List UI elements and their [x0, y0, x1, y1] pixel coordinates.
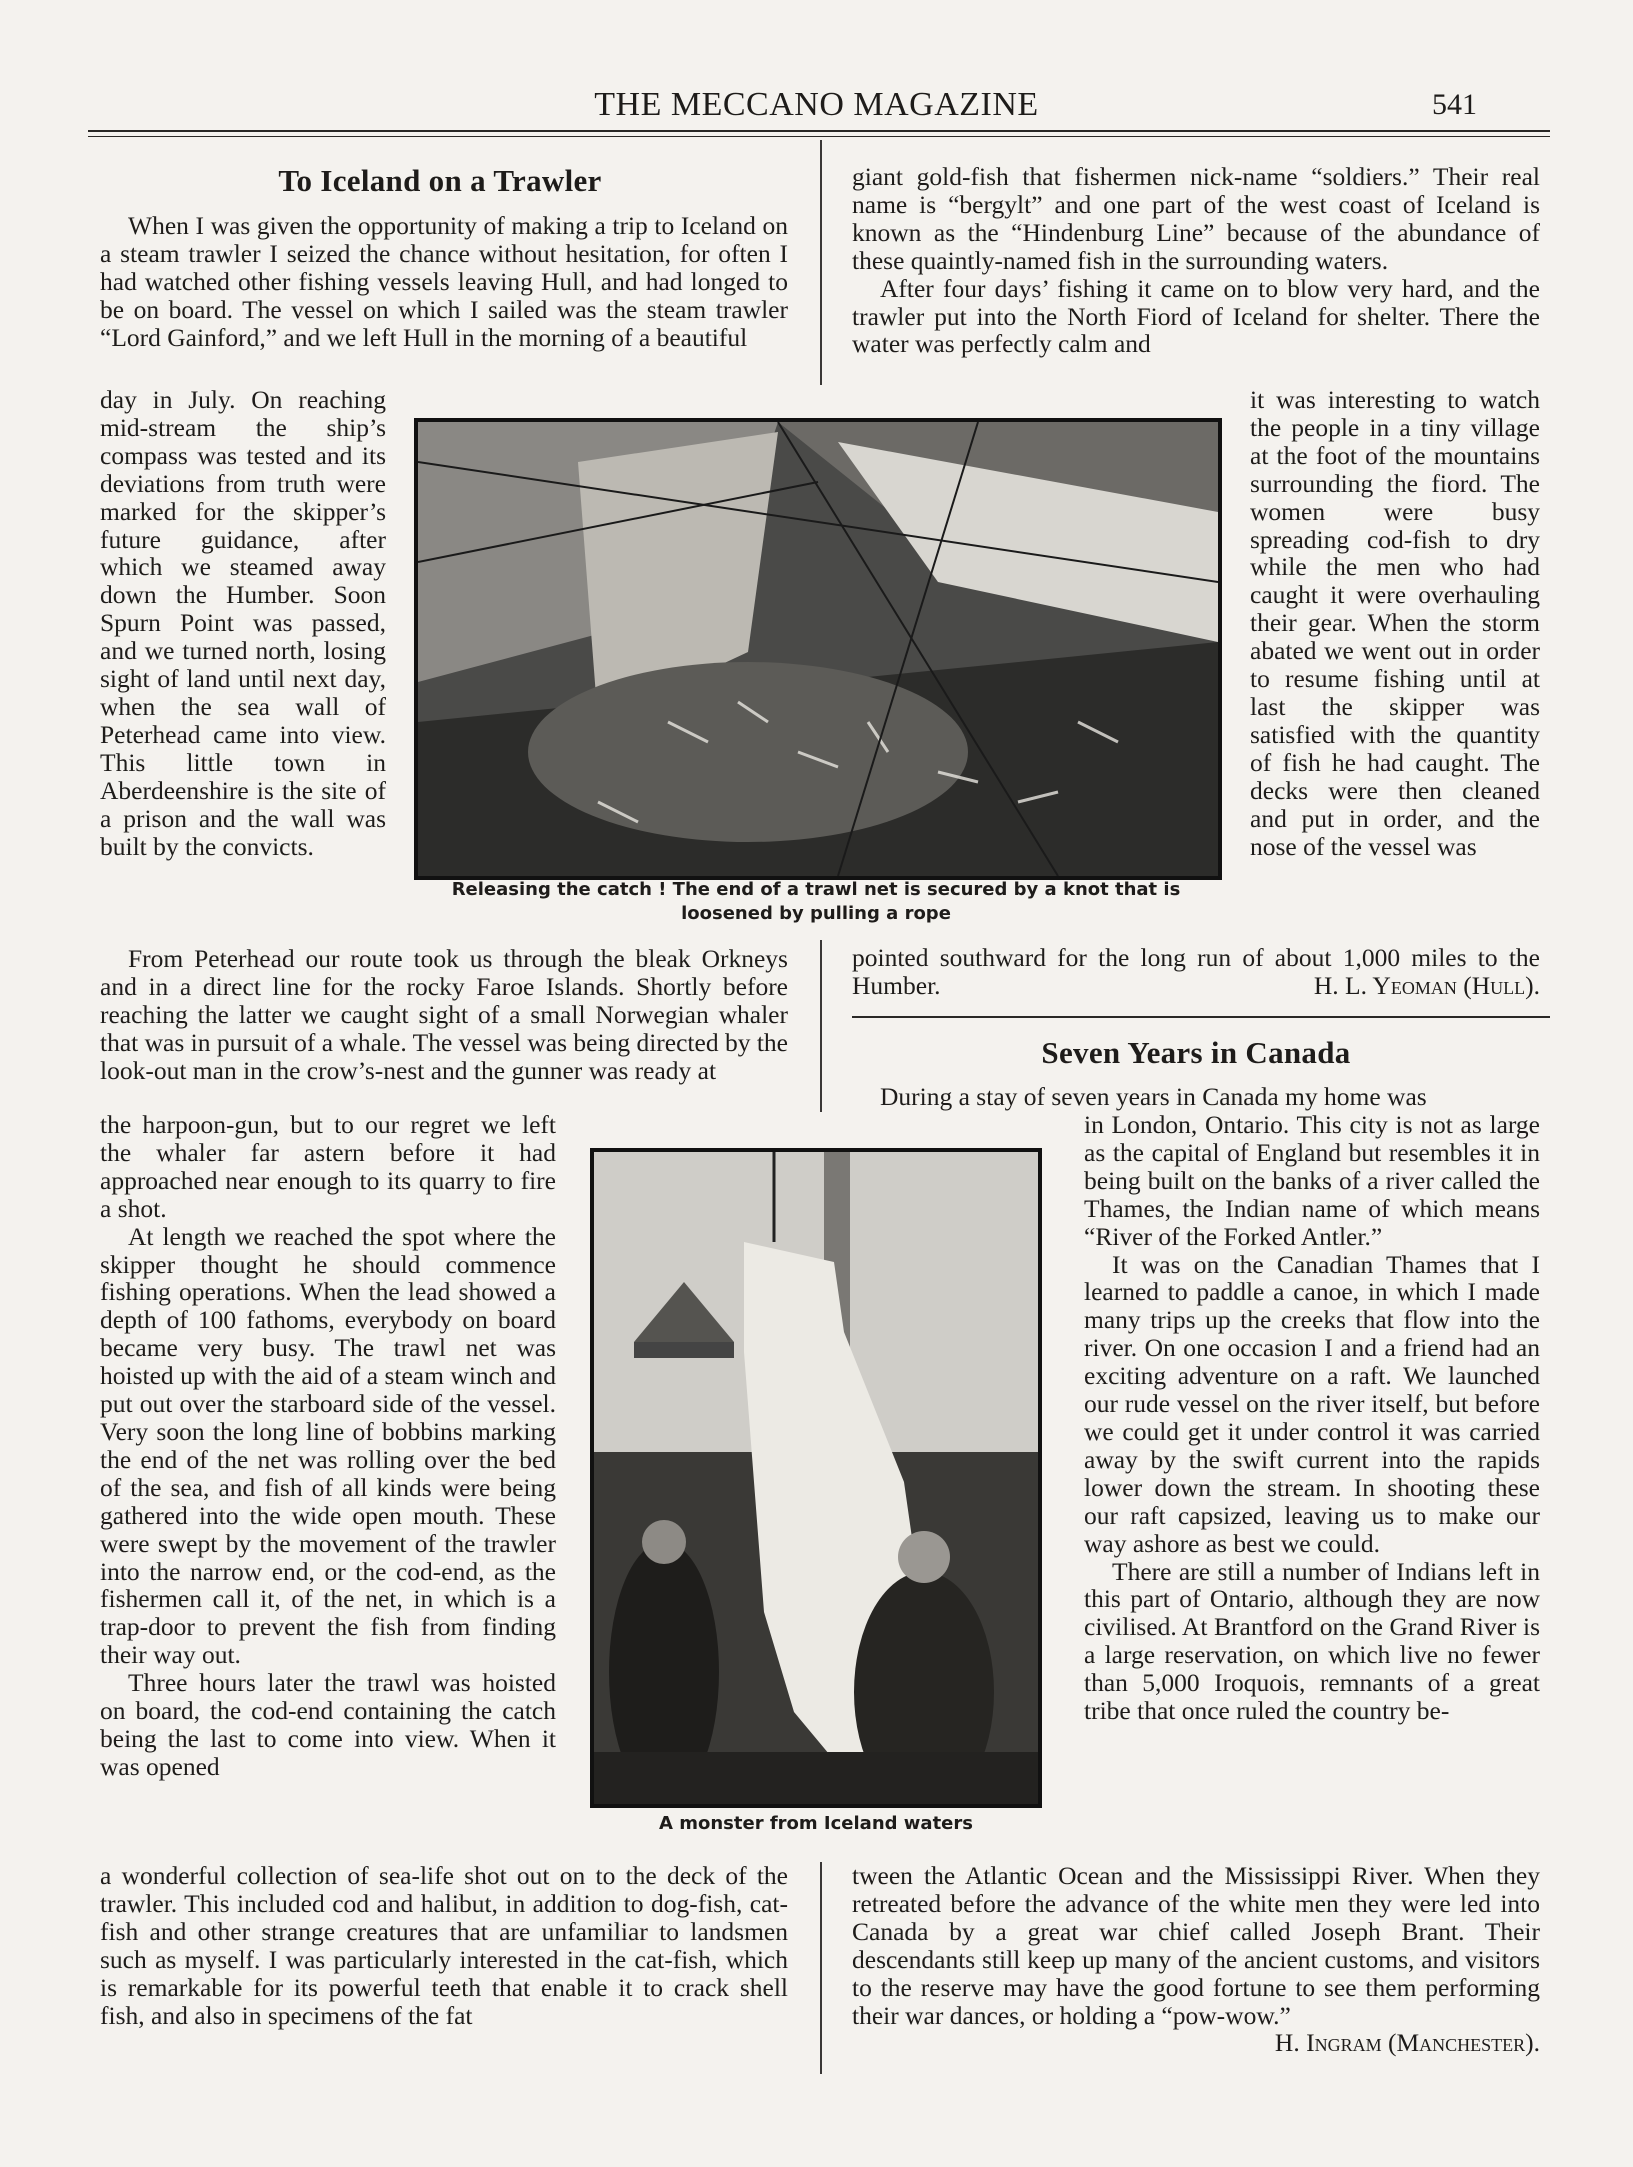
article-title: Seven Years in Canada [1041, 1035, 1351, 1070]
article-paragraph: a wonderful collection of sea-life shot out on to the deck of the trawler. This included cod and halibut, in addition to dog-fish, cat-fish and other strange creatures that are unfamiliar to landsmen such as myself. I was particularly interested in the cat-fish, which is remarkable for its powerful teeth that enable it to crack shell fish, and also in specimens of the fat [100, 1861, 788, 2030]
article-author: H. L. Yeoman (Hull). [1313, 971, 1540, 1000]
trawl-net-image [418, 422, 1218, 876]
column-divider [820, 1862, 822, 2074]
halibut-photo [590, 1148, 1042, 1808]
article-paragraph: During a stay of seven years in Canada my home was [880, 1082, 1427, 1111]
column-divider [820, 140, 822, 385]
page-number: 541 [1432, 88, 1477, 121]
article-paragraph: pointed southward for the long run of about 1,000 miles to the Humber. [852, 943, 1540, 1000]
magazine-title: THE MECCANO MAGAZINE [594, 86, 1039, 123]
column-divider [820, 940, 822, 1112]
article-separator [852, 1016, 1550, 1018]
article-paragraph: From Peterhead our route took us through the bleak Orkneys and in a direct line for the rocky Faroe Islands. Shortly before reaching the latter we caught sight of a small Norwegian whaler that was in pursuit of a whale. The vessel was being directed by the look-out man in the crow’s-nest and the gunner was ready at [100, 944, 788, 1085]
trawl-net-photo [414, 418, 1222, 880]
article-paragraph: the harpoon-gun, but to our regret we left the whaler far astern before it had approached near enough to its quarry to fire a shot. At length we reached the spot where the skipper thought he should commence fishing operations. When the lead showed a depth of 100 fathoms, everybody on board became very busy. The trawl net was hoisted up with the aid of a steam winch and put out over the starboard side of the vessel. Very soon the long line of bobbins marking the end of the net was rolling over the bed of the sea, and fish of all kinds were being gathered into the wide open mouth. These were swept by the movement of the trawler into the narrow end, or the cod-end, as the fishermen call it, of the net, in which is a trap-door to prevent the fish from finding their way out. Three hours later the trawl was hoisted on board, the cod-end containing the catch being the last to come into view. When it was opened [100, 1110, 556, 1781]
header-rule-bottom [88, 136, 1550, 137]
halibut-image [594, 1152, 1038, 1804]
article-paragraph: When I was given the opportunity of making a trip to Iceland on a steam trawler I seized the chance without hesitation, for often I had watched other fishing vessels leaving Hull, and had longed to be on board. The vessel on which I sailed was the steam trawler “Lord Gainford,” and we left Hull in the morning of a beautiful [100, 211, 788, 352]
photo-caption: A monster from Iceland waters [659, 1813, 973, 1834]
article-paragraph: it was interesting to watch the people in a tiny village at the foot of the mountains surrounding the fiord. The women were busy spreading cod-fish to dry while the men who had caught it were overhauling their gear. When the storm abated we went out in order to resume fishing until at last the skipper was satisfied with the quantity of fish he had caught. The decks were then cleaned and put in order, and the nose of the vessel was [1250, 385, 1540, 861]
article-paragraph: day in July. On reaching mid-stream the ship’s compass was tested and its deviations from truth were marked for the skipper’s future guidance, after which we steamed away down the Humber. Soon Spurn Point was passed, and we turned north, losing sight of land until next day, when the sea wall of Peterhead came into view. This little town in Aberdeenshire is the site of a prison and the wall was built by the convicts. [100, 385, 386, 861]
article-title: To Iceland on a Trawler [278, 163, 602, 198]
header-rule-top [88, 130, 1550, 132]
article-paragraph: in London, Ontario. This city is not as large as the capital of England but resembles it in being built on the banks of a river called the Thames, the Indian name of which means “River of the Forked Antler.” It was on the Canadian Thames that I learned to paddle a canoe, in which I made many trips up the creeks that flow into the river. On one occasion I and a friend had an exciting adventure on a raft. We launched our rude vessel on the river itself, but before we could get it under control it was carried away by the swift current into the rapids lower down the stream. In shooting these our raft capsized, leaving us to make our way ashore as best we could. There are still a number of Indians left in this part of Ontario, although they are now civilised. At Brantford on the Grand River is a large reservation, on which live no fewer than 5,000 Iroquois, remnants of a great tribe that once ruled the country be- [1084, 1110, 1540, 1726]
article-paragraph: tween the Atlantic Ocean and the Mississippi River. When they retreated before the advance of the white men they were led into Canada by a great war chief called Joseph Brant. Their descendants still keep up many of the ancient customs, and visitors to the reserve may have the good fortune to see them performing their war dances, or holding a “pow-wow.” [852, 1861, 1540, 2030]
article-paragraph: giant gold-fish that fishermen nick-name “soldiers.” Their real name is “bergylt” and one part of the west coast of Iceland is known as the “Hindenburg Line” because of the abundance of these quaintly-named fish in the surrounding waters. After four days’ fishing it came on to blow very hard, and the trawler put into the North Fiord of Iceland for shelter. There the water was perfectly calm and [852, 162, 1540, 359]
photo-caption: Releasing the catch ! The end of a trawl net is secured by a knot that is loosened by pulling a rope [451, 879, 1181, 924]
article-author: H. Ingram (Manchester). [1274, 2028, 1540, 2057]
